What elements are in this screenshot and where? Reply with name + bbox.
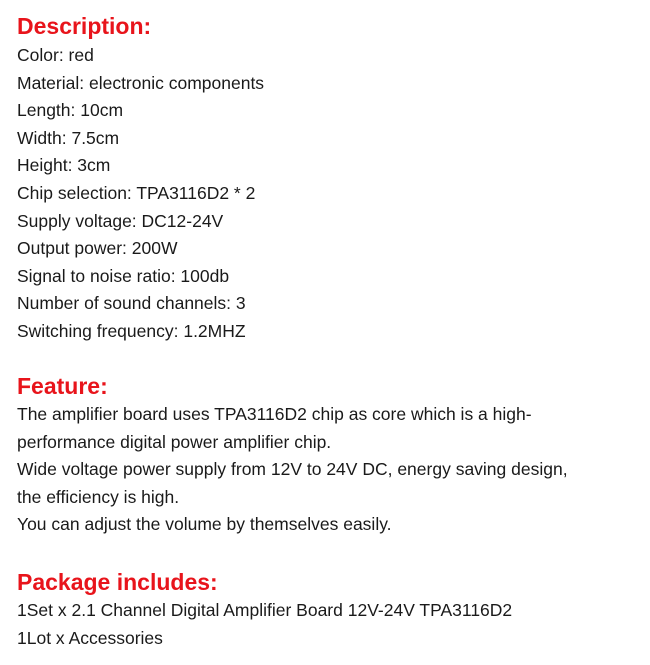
description-heading: Description:: [17, 13, 152, 39]
feature-line: Wide voltage power supply from 12V to 24V DC, energy saving design,: [17, 459, 568, 480]
package-section: [17, 569, 218, 596]
spec-output-power: Output power: 200W: [17, 238, 178, 259]
package-item: 1Lot x Accessories: [17, 627, 163, 648]
package-heading: Package includes:: [17, 569, 218, 595]
spec-sound-channels: Number of sound channels: 3: [17, 293, 246, 314]
spec-supply-voltage: Supply voltage: DC12-24V: [17, 210, 224, 231]
spec-chip-selection: Chip selection: TPA3116D2 * 2: [17, 182, 256, 203]
spec-signal-noise-ratio: Signal to noise ratio: 100db: [17, 265, 230, 286]
description-list: [17, 42, 264, 346]
spec-height: Height: 3cm: [17, 155, 111, 176]
spec-width: Width: 7.5cm: [17, 127, 120, 148]
spec-length: Length: 10cm: [17, 100, 124, 121]
spec-switching-frequency: Switching frequency: 1.2MHZ: [17, 320, 246, 341]
package-item: 1Set x 2.1 Channel Digital Amplifier Board 12V-24V TPA3116D2: [17, 600, 513, 620]
package-list: [17, 597, 512, 652]
feature-heading: Feature:: [17, 373, 108, 399]
spec-color: Color: red: [17, 45, 94, 65]
feature-line: the efficiency is high.: [17, 486, 180, 507]
feature-list: [17, 401, 568, 539]
feature-section: [17, 373, 108, 400]
feature-line: performance digital power amplifier chip.: [17, 431, 332, 452]
feature-line: You can adjust the volume by themselves easily.: [17, 514, 392, 535]
feature-line: The amplifier board uses TPA3116D2 chip as core which is a high-: [17, 404, 532, 424]
spec-material: Material: electronic components: [17, 72, 265, 93]
description-section: [17, 13, 151, 40]
